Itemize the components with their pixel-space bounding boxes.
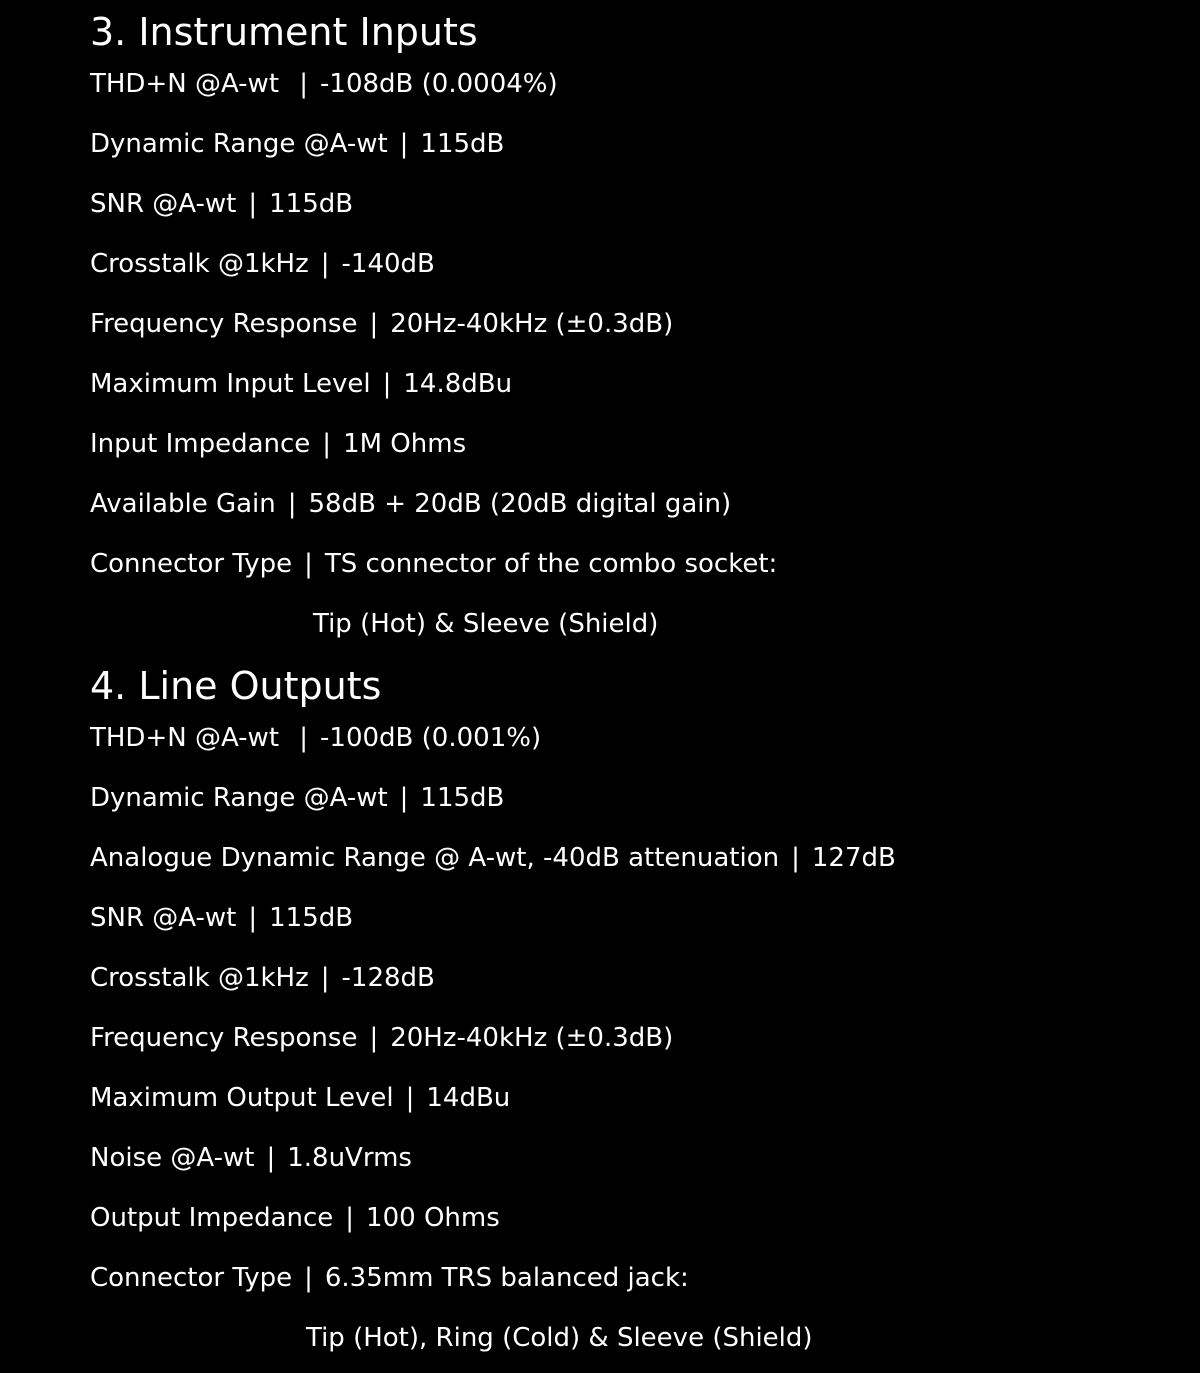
spec-label: SNR @A-wt [90, 903, 237, 933]
spec-input-impedance [90, 414, 1170, 474]
spec-separator: | [248, 903, 258, 933]
spec-label: Maximum Output Level [90, 1083, 394, 1113]
spec-output-impedance [90, 1188, 1170, 1248]
spec-connector-continuation: Tip (Hot) & Sleeve (Shield) [313, 609, 659, 639]
spec-value: 6.35mm TRS balanced jack: [324, 1263, 689, 1293]
spec-value: 14.8dBu [403, 369, 513, 399]
spec-label: Noise @A-wt [90, 1143, 255, 1173]
spec-value: 115dB [420, 129, 505, 159]
spec-label: Connector Type [90, 549, 293, 579]
section-title: 3. Instrument Inputs [90, 10, 478, 54]
spec-separator: | [287, 489, 297, 519]
spec-dynamic-range [90, 114, 1170, 174]
spec-thd-n [90, 54, 1170, 114]
spec-value: -128dB [341, 963, 435, 993]
spec-label: SNR @A-wt [90, 189, 237, 219]
spec-separator: | [266, 1143, 276, 1173]
spec-value: 20Hz-40kHz (±0.3dB) [390, 1023, 674, 1053]
spec-label: Crosstalk @1kHz [90, 249, 309, 279]
spec-max-output-level [90, 1068, 1170, 1128]
spec-value: -100dB (0.001%) [320, 723, 542, 753]
spec-thd-n [90, 708, 1170, 768]
spec-separator: | [248, 189, 258, 219]
spec-snr [90, 174, 1170, 234]
spec-value: 115dB [269, 903, 354, 933]
spec-separator: | [299, 723, 309, 753]
spec-value: 100 Ohms [366, 1203, 500, 1233]
spec-separator: | [320, 249, 330, 279]
spec-separator: | [405, 1083, 415, 1113]
spec-label: Available Gain [90, 489, 276, 519]
spec-frequency-response [90, 1008, 1170, 1068]
spec-separator: | [345, 1203, 355, 1233]
spec-separator: | [399, 129, 409, 159]
spec-separator: | [791, 843, 800, 873]
spec-crosstalk [90, 234, 1170, 294]
spec-dynamic-range [90, 768, 1170, 828]
spec-label: Frequency Response [90, 1023, 358, 1053]
spec-value: 1.8uVrms [287, 1143, 412, 1173]
spec-value: 115dB [269, 189, 354, 219]
spec-label: Dynamic Range @A-wt [90, 129, 388, 159]
spec-frequency-response [90, 294, 1170, 354]
section-instrument-inputs [90, 8, 1170, 654]
spec-label: Dynamic Range @A-wt [90, 783, 388, 813]
spec-label: Frequency Response [90, 309, 358, 339]
spec-label: Crosstalk @1kHz [90, 963, 309, 993]
spec-crosstalk [90, 948, 1170, 1008]
spec-label: THD+N @A-wt [90, 69, 288, 99]
spec-value: 20Hz-40kHz (±0.3dB) [390, 309, 674, 339]
spec-separator: | [322, 429, 332, 459]
spec-analogue-dynamic-range [90, 828, 1170, 888]
spec-list [90, 708, 1170, 1308]
section-line-outputs [90, 662, 1170, 1368]
spec-label: Output Impedance [90, 1203, 334, 1233]
spec-separator: | [304, 1263, 313, 1293]
spec-label: THD+N @A-wt [90, 723, 288, 753]
spec-separator: | [399, 783, 409, 813]
spec-connector-type [90, 1248, 1170, 1308]
spec-value: -140dB [341, 249, 435, 279]
spec-label: Analogue Dynamic Range @ A-wt, -40dB attenuation [90, 843, 780, 873]
spec-separator: | [369, 309, 379, 339]
spec-connector-type [90, 534, 1170, 594]
spec-max-input-level [90, 354, 1170, 414]
spec-separator: | [320, 963, 330, 993]
spec-label: Maximum Input Level [90, 369, 371, 399]
spec-snr [90, 888, 1170, 948]
spec-connector-continuation: Tip (Hot), Ring (Cold) & Sleeve (Shield) [306, 1323, 813, 1353]
spec-separator: | [369, 1023, 379, 1053]
spec-separator: | [382, 369, 392, 399]
spec-value: 58dB + 20dB (20dB digital gain) [308, 489, 732, 519]
section-title: 4. Line Outputs [90, 664, 382, 708]
spec-value: -108dB (0.0004%) [320, 69, 558, 99]
spec-separator: | [299, 69, 309, 99]
spec-value: TS connector of the combo socket: [324, 549, 778, 579]
spec-value: 127dB [811, 843, 896, 873]
spec-noise [90, 1128, 1170, 1188]
spec-list [90, 54, 1170, 594]
spec-available-gain [90, 474, 1170, 534]
spec-value: 115dB [420, 783, 505, 813]
spec-value: 1M Ohms [343, 429, 467, 459]
spec-value: 14dBu [426, 1083, 511, 1113]
spec-separator: | [304, 549, 313, 579]
spec-label: Input Impedance [90, 429, 311, 459]
spec-label: Connector Type [90, 1263, 293, 1293]
